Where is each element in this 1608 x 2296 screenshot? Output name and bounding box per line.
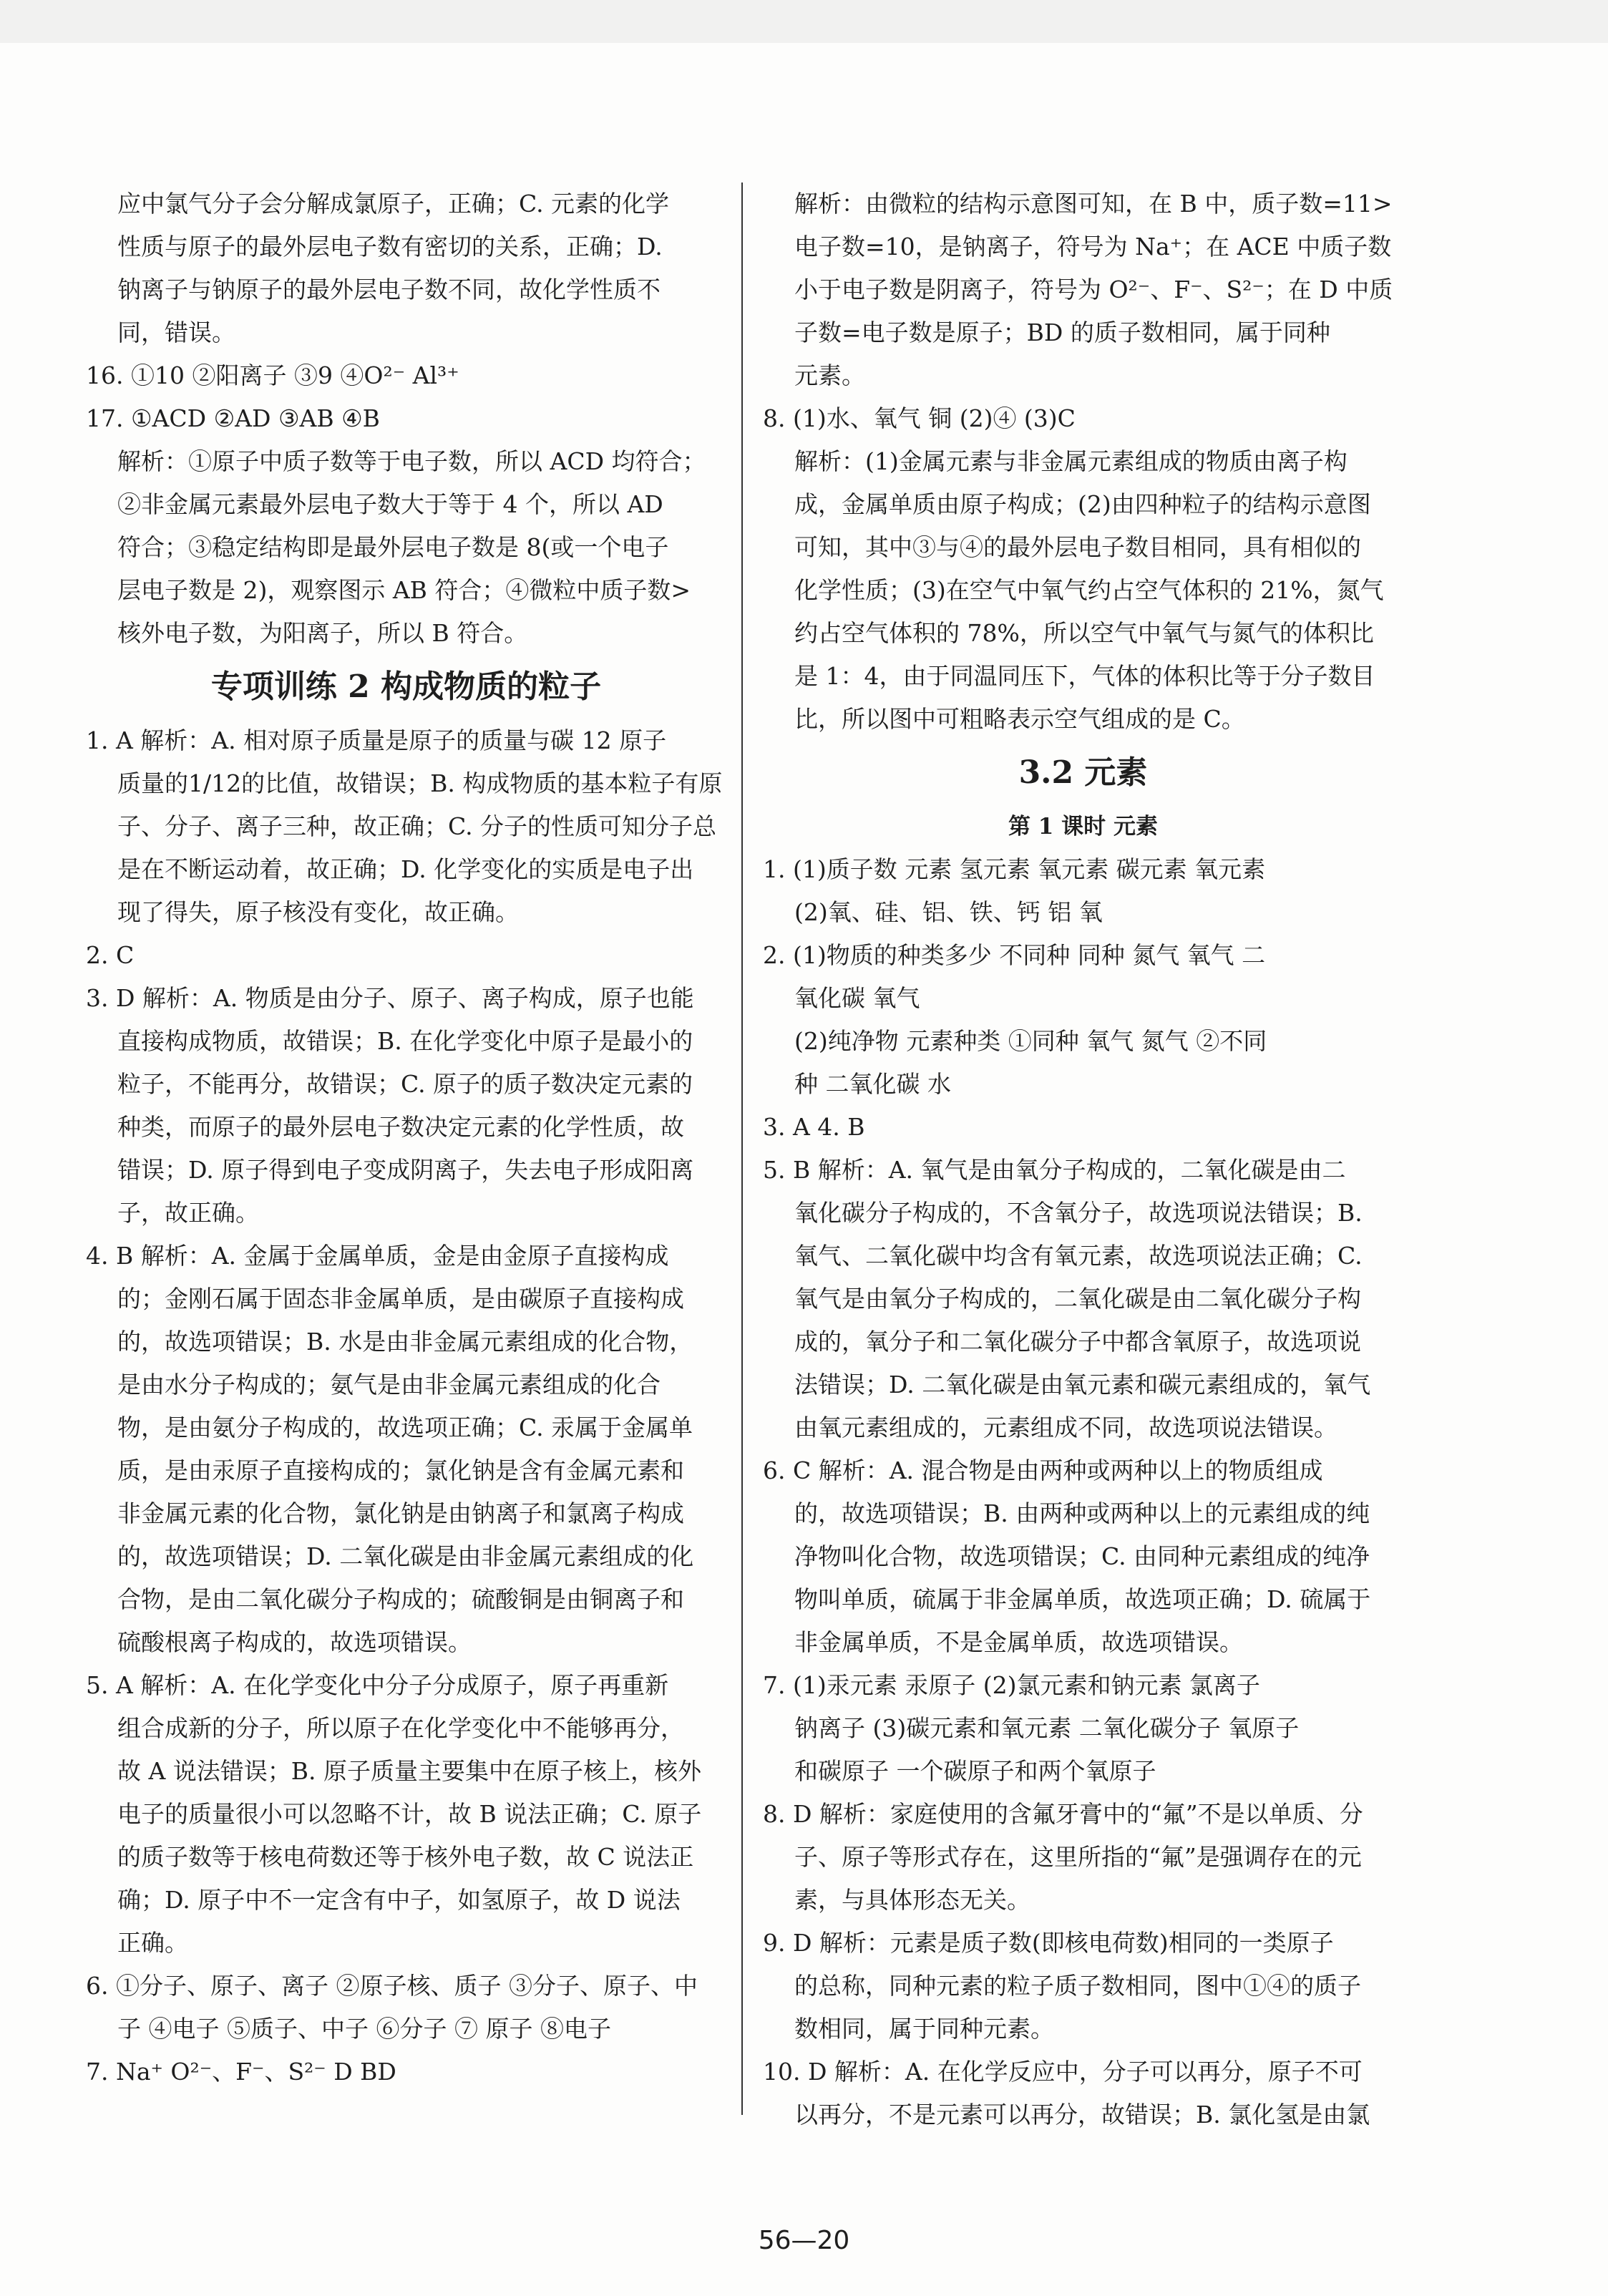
- text-line: 错误；D. 原子得到电子变成阴离子，失去电子形成阳离: [117, 1156, 694, 1184]
- text-line: 8. (1)水、氧气 铜 (2)④ (3)C: [763, 404, 1076, 432]
- text-line: 子 ④电子 ⑤质子、中子 ⑥分子 ⑦ 原子 ⑧电子: [117, 2015, 611, 2043]
- text-line: 物，是由氨分子构成的，故选项正确；C. 汞属于金属单: [117, 1414, 693, 1441]
- text-line: 子数=电子数是原子；BD 的质子数相同，属于同种: [794, 318, 1330, 346]
- text-line: 数相同，属于同种元素。: [794, 2015, 1054, 2043]
- text-line: 1. A 解析：A. 相对原子质量是原子的质量与碳 12 原子: [86, 726, 667, 754]
- text-line: 核外电子数，为阳离子，所以 B 符合。: [117, 619, 528, 647]
- text-line: 3. A 4. B: [763, 1113, 865, 1141]
- text-line: 比，所以图中可粗略表示空气组成的是 C。: [794, 705, 1245, 733]
- text-line: 的，故选项错误；B. 由两种或两种以上的元素组成的纯: [794, 1499, 1370, 1527]
- text-line: 解析：(1)金属元素与非金属元素组成的物质由离子构: [794, 447, 1348, 475]
- text-line: 是在不断运动着，故正确；D. 化学变化的实质是电子出: [117, 855, 694, 883]
- text-line: 10. D 解析：A. 在化学反应中，分子可以再分，原子不可: [763, 2058, 1363, 2086]
- text-line: 7. (1)汞元素 汞原子 (2)氯元素和钠元素 氯离子: [763, 1671, 1260, 1699]
- text-line: 和碳原子 一个碳原子和两个氧原子: [794, 1757, 1156, 1785]
- text-line: 现了得失，原子核没有变化，故正确。: [117, 898, 519, 926]
- text-line: 钠离子 (3)碳元素和氧元素 二氧化碳分子 氧原子: [794, 1714, 1300, 1742]
- text-line: 解析：由微粒的结构示意图可知，在 B 中，质子数=11>: [794, 190, 1393, 218]
- text-line: 3. D 解析：A. 物质是由分子、原子、离子构成，原子也能: [86, 984, 694, 1012]
- text-line: 电子的质量很小可以忽略不计，故 B 说法正确；C. 原子: [117, 1800, 702, 1828]
- text-line: 直接构成物质，故错误；B. 在化学变化中原子是最小的: [117, 1027, 693, 1055]
- text-line: 法错误；D. 二氧化碳是由氧元素和碳元素组成的，氧气: [794, 1371, 1371, 1398]
- text-line: 的总称，同种元素的粒子质子数相同，图中①④的质子: [794, 1972, 1361, 2000]
- text-line: 成的，氧分子和二氧化碳分子中都含氧原子，故选项说: [794, 1328, 1361, 1356]
- text-line: 成，金属单质由原子构成；(2)由四种粒子的结构示意图: [794, 490, 1371, 518]
- text-line: (2)氧、硅、铝、铁、钙 铝 氧: [794, 898, 1103, 926]
- section-heading: 3.2 元素: [1018, 754, 1148, 791]
- text-line: 2. C: [86, 941, 135, 969]
- text-line: 非金属单质，不是金属单质，故选项错误。: [794, 1628, 1243, 1656]
- text-line: 2. (1)物质的种类多少 不同种 同种 氮气 氧气 二: [763, 941, 1266, 969]
- text-line: 1. (1)质子数 元素 氢元素 氧元素 碳元素 氧元素: [763, 855, 1266, 883]
- text-line: 可知，其中③与④的最外层电子数目相同，具有相似的: [794, 533, 1361, 561]
- top-margin-band: [0, 0, 1608, 43]
- text-line: 子、分子、离子三种，故正确；C. 分子的性质可知分子总: [117, 812, 717, 840]
- text-line: 组合成新的分子，所以原子在化学变化中不能够再分，: [117, 1714, 684, 1742]
- text-line: 确；D. 原子中不一定含有中子，如氢原子，故 D 说法: [117, 1886, 681, 1914]
- text-line: 层电子数是 2)，观察图示 AB 符合；④微粒中质子数>: [117, 576, 691, 604]
- text-line: 9. D 解析：元素是质子数(即核电荷数)相同的一类原子: [763, 1929, 1334, 1957]
- text-line: 小于电子数是阴离子，符号为 O²⁻、F⁻、S²⁻；在 D 中质: [794, 276, 1393, 303]
- text-line: 16. ①10 ②阳离子 ③9 ④O²⁻ Al³⁺: [86, 361, 459, 389]
- text-line: 正确。: [117, 1929, 188, 1957]
- text-line: 故 A 说法错误；B. 原子质量主要集中在原子核上，核外: [117, 1757, 702, 1785]
- text-line: 约占空气体积的 78%，所以空气中氧气与氮气的体积比: [794, 619, 1374, 647]
- right-column: [763, 183, 1403, 2136]
- text-line: 种 二氧化碳 水: [794, 1070, 951, 1098]
- text-line: 6. C 解析：A. 混合物是由两种或两种以上的物质组成: [763, 1456, 1323, 1484]
- left-column: [86, 183, 726, 2093]
- text-line: 8. D 解析：家庭使用的含氟牙膏中的“氟”不是以单质、分: [763, 1800, 1363, 1828]
- text-line: 子、原子等形式存在，这里所指的“氟”是强调存在的元: [794, 1843, 1362, 1871]
- text-line: 元素。: [794, 361, 865, 389]
- text-line: 合物，是由二氧化碳分子构成的；硫酸铜是由铜离子和: [117, 1585, 684, 1613]
- text-line: 应中氯气分子会分解成氯原子，正确；C. 元素的化学: [117, 190, 670, 218]
- text-line: 是 1：4，由于同温同压下，气体的体积比等于分子数目: [794, 662, 1375, 690]
- page-number: 56—20: [758, 2226, 850, 2255]
- text-line: 子，故正确。: [117, 1199, 259, 1227]
- text-line: 种类，而原子的最外层电子数决定元素的化学性质，故: [117, 1113, 684, 1141]
- text-line: 的质子数等于核电荷数还等于核外电子数，故 C 说法正: [117, 1843, 694, 1871]
- text-line: 电子数=10，是钠离子，符号为 Na⁺；在 ACE 中质子数: [794, 233, 1392, 261]
- text-line: 以再分，不是元素可以再分，故错误；B. 氯化氢是由氯: [794, 2101, 1370, 2129]
- text-line: 非金属元素的化合物，氯化钠是由钠离子和氯离子构成: [117, 1499, 684, 1527]
- text-line: 的，故选项错误；B. 水是由非金属元素组成的化合物，: [117, 1328, 693, 1356]
- text-line: 粒子，不能再分，故错误；C. 原子的质子数决定元素的: [117, 1070, 693, 1098]
- text-line: 物叫单质，硫属于非金属单质，故选项正确；D. 硫属于: [794, 1585, 1371, 1613]
- text-line: 符合；③稳定结构即是最外层电子数是 8(或一个电子: [117, 533, 669, 561]
- text-line: 氧气是由氧分子构成的，二氧化碳是由二氧化碳分子构: [794, 1285, 1361, 1313]
- text-line: 性质与原子的最外层电子数有密切的关系，正确；D.: [117, 233, 663, 261]
- text-line: 4. B 解析：A. 金属于金属单质，金是由金原子直接构成: [86, 1242, 669, 1270]
- text-line: 硫酸根离子构成的，故选项错误。: [117, 1628, 472, 1656]
- text-line: 质量的1/12的比值，故错误；B. 构成物质的基本粒子有原: [117, 769, 723, 797]
- text-line: 净物叫化合物，故选项错误；C. 由同种元素组成的纯净: [794, 1542, 1370, 1570]
- text-line: (2)纯净物 元素种类 ①同种 氧气 氮气 ②不同: [794, 1027, 1267, 1055]
- text-line: 解析：①原子中质子数等于电子数，所以 ACD 均符合；: [117, 447, 706, 475]
- text-line: 氧化碳 氧气: [794, 984, 920, 1012]
- column-divider: [741, 183, 743, 2115]
- text-line: 化学性质；(3)在空气中氧气约占空气体积的 21%，氮气: [794, 576, 1384, 604]
- text-line: 7. Na⁺ O²⁻、F⁻、S²⁻ D BD: [86, 2058, 396, 2086]
- text-line: 氧气、二氧化碳中均含有氧元素，故选项说法正确；C.: [794, 1242, 1363, 1270]
- text-line: 钠离子与钠原子的最外层电子数不同，故化学性质不: [117, 276, 661, 303]
- text-line: 由氧元素组成的，元素组成不同，故选项说法错误。: [794, 1414, 1337, 1441]
- text-line: 的；金刚石属于固态非金属单质，是由碳原子直接构成: [117, 1285, 684, 1313]
- text-line: 素，与具体形态无关。: [794, 1886, 1030, 1914]
- text-line: 5. A 解析：A. 在化学变化中分子分成原子，原子再重新: [86, 1671, 669, 1699]
- text-line: 质，是由汞原子直接构成的；氯化钠是含有金属元素和: [117, 1456, 684, 1484]
- text-line: ②非金属元素最外层电子数大于等于 4 个，所以 AD: [117, 490, 663, 518]
- text-line: 的，故选项错误；D. 二氧化碳是由非金属元素组成的化: [117, 1542, 694, 1570]
- text-line: 同，错误。: [117, 318, 235, 346]
- text-line: 氧化碳分子构成的，不含氧分子，故选项说法错误；B.: [794, 1199, 1363, 1227]
- section-heading: 专项训练 2 构成物质的粒子: [210, 668, 602, 705]
- subsection-heading: 第 1 课时 元素: [1008, 814, 1158, 840]
- text-line: 是由水分子构成的；氨气是由非金属元素组成的化合: [117, 1371, 661, 1398]
- text-line: 6. ①分子、原子、离子 ②原子核、质子 ③分子、原子、中: [86, 1972, 698, 2000]
- text-line: 17. ①ACD ②AD ③AB ④B: [86, 404, 380, 432]
- text-line: 5. B 解析：A. 氧气是由氧分子构成的，二氧化碳是由二: [763, 1156, 1346, 1184]
